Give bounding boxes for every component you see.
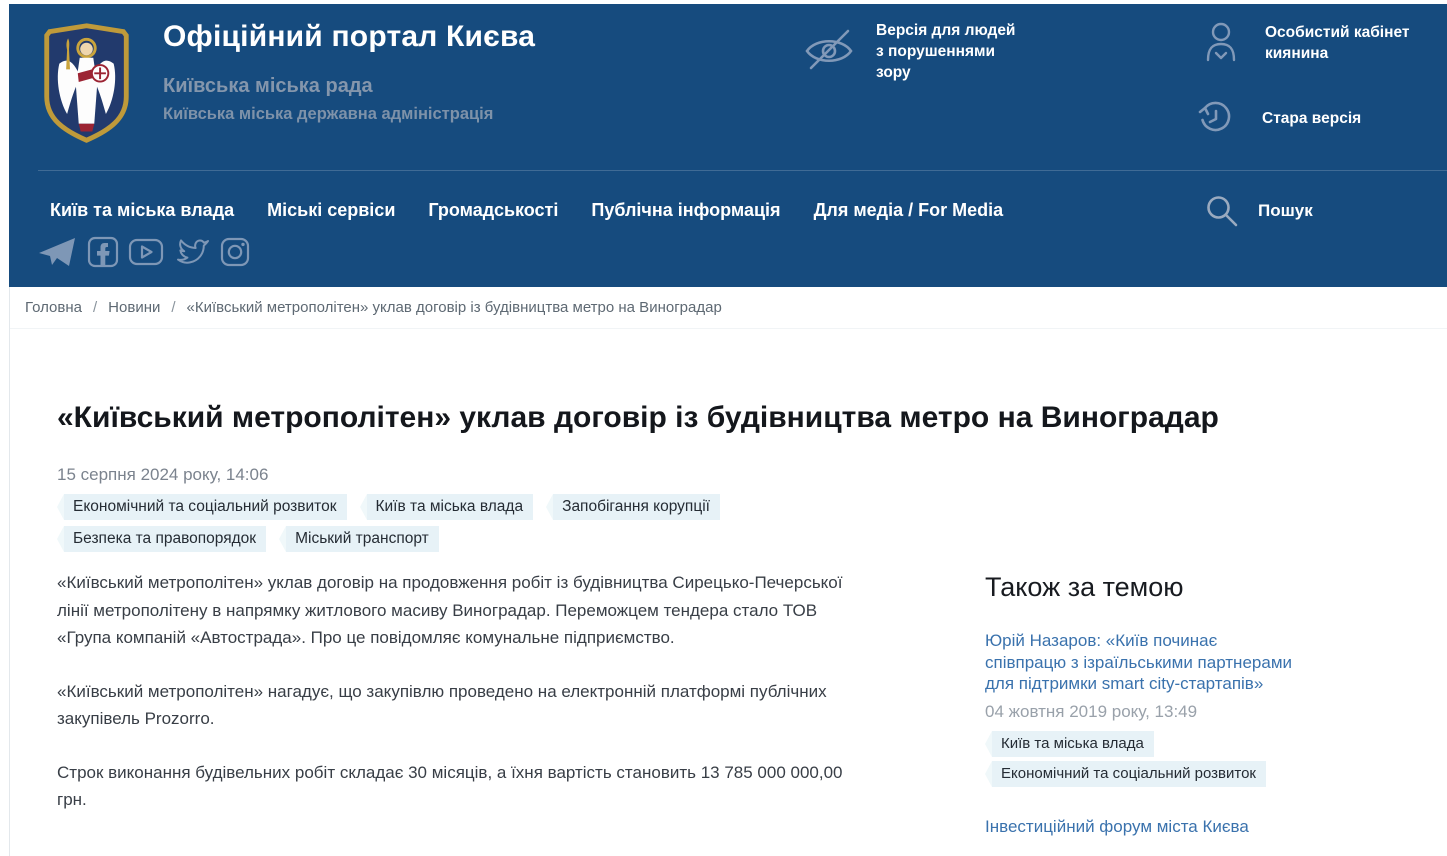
site-title[interactable]: Офіційний портал Києва bbox=[163, 20, 536, 53]
facebook-icon[interactable] bbox=[87, 236, 119, 268]
youtube-icon[interactable] bbox=[128, 237, 164, 267]
eye-off-icon bbox=[802, 26, 856, 72]
article-body bbox=[57, 569, 869, 814]
related-item bbox=[985, 630, 1297, 787]
main-nav bbox=[50, 196, 1003, 224]
breadcrumb-separator: / bbox=[171, 299, 176, 316]
related-item-date: 04 жовтня 2019 року, 13:49 bbox=[985, 702, 1198, 722]
search-button[interactable] bbox=[1205, 194, 1313, 228]
site-subtitle-administration: Київська міська державна адміністрація bbox=[163, 105, 494, 123]
history-icon bbox=[1198, 100, 1234, 136]
nav-item-public-information[interactable]: Публічна інформація bbox=[591, 200, 781, 220]
header-divider bbox=[38, 170, 1447, 171]
article-paragraph: «Київський метрополітен» уклав договір на продовження робіт із будівництва Сирецько-Печерської лінії метрополітену в напрямку житлового масиву Виноградар. Переможцем тендера стало ТОВ «Група компаній «Автострада». Про це повідомляє комунальне підприємство. bbox=[57, 573, 843, 647]
tag-economic-social-development[interactable]: Економічний та соціальний розвиток bbox=[992, 761, 1266, 787]
tag-city-transport[interactable]: Міський транспорт bbox=[286, 526, 439, 552]
accessibility-version-label: Версія для людей з порушеннями зору bbox=[876, 22, 1016, 81]
search-icon bbox=[1205, 194, 1239, 228]
breadcrumb-separator: / bbox=[93, 299, 98, 316]
article-title: «Київський метрополітен» уклав договір із будівництва метро на Виноградар bbox=[57, 401, 1219, 434]
breadcrumb-current-page: «Київський метрополітен» уклав договір із будівництва метро на Виноградар bbox=[186, 299, 722, 316]
brand-block bbox=[163, 20, 535, 124]
related-item-tags bbox=[985, 731, 1297, 787]
nav-item-for-media[interactable]: Для медіа / For Media bbox=[813, 200, 1004, 220]
article-date: 15 серпня 2024 року, 14:06 bbox=[57, 465, 269, 484]
tag-city-authority[interactable]: Київ та міська влада bbox=[367, 494, 534, 520]
related-sidebar bbox=[985, 571, 1297, 838]
nav-item-city-authority[interactable]: Київ та міська влада bbox=[50, 200, 235, 220]
article-paragraph: «Київський метрополітен» нагадує, що закупівлю проведено на електронній платформі публічних закупівель Prozorro. bbox=[57, 681, 827, 728]
breadcrumb bbox=[10, 287, 1447, 329]
tag-corruption-prevention[interactable]: Запобігання корупції bbox=[553, 494, 720, 520]
breadcrumb-news[interactable]: Новини bbox=[108, 299, 161, 316]
content-left-edge bbox=[9, 287, 10, 856]
breadcrumb-home[interactable]: Головна bbox=[25, 299, 82, 316]
user-icon bbox=[1205, 22, 1237, 62]
tag-safety-law-order[interactable]: Безпека та правопорядок bbox=[64, 526, 266, 552]
tag-city-authority[interactable]: Київ та міська влада bbox=[992, 731, 1154, 757]
instagram-icon[interactable] bbox=[220, 237, 250, 267]
accessibility-version-button[interactable] bbox=[802, 20, 1016, 83]
twitter-icon[interactable] bbox=[173, 236, 211, 268]
personal-cabinet-button[interactable] bbox=[1205, 22, 1415, 64]
social-links bbox=[38, 236, 250, 268]
article-tags bbox=[57, 494, 857, 552]
nav-item-public[interactable]: Громадськості bbox=[428, 200, 559, 220]
tag-economic-social-development[interactable]: Економічний та соціальний розвиток bbox=[64, 494, 347, 520]
personal-cabinet-label: Особистий кабінет киянина bbox=[1265, 24, 1410, 62]
old-version-button[interactable] bbox=[1198, 100, 1361, 136]
nav-item-city-services[interactable]: Міські сервіси bbox=[267, 200, 396, 220]
related-heading: Також за темою bbox=[985, 572, 1184, 602]
related-item-title[interactable]: Юрій Назаров: «Київ починає співпрацю з ізраїльськими партнерами для підтримки smart city-стартапів» bbox=[985, 631, 1292, 694]
search-label: Пошук bbox=[1258, 201, 1313, 220]
related-item-title[interactable]: Інвестиційний форум міста Києва bbox=[985, 817, 1249, 837]
site-subtitle-council: Київська міська рада bbox=[163, 75, 373, 97]
kyiv-coat-of-arms-logo[interactable] bbox=[38, 22, 135, 144]
telegram-icon[interactable] bbox=[38, 236, 78, 268]
related-item bbox=[985, 816, 1297, 838]
kyiv-coat-of-arms-icon bbox=[38, 22, 135, 144]
article-paragraph: Строк виконання будівельних робіт складає 30 місяців, а їхня вартість становить 13 785 000 000,00 грн. bbox=[57, 762, 843, 809]
site-header bbox=[9, 4, 1447, 287]
old-version-label: Стара версія bbox=[1262, 109, 1362, 127]
